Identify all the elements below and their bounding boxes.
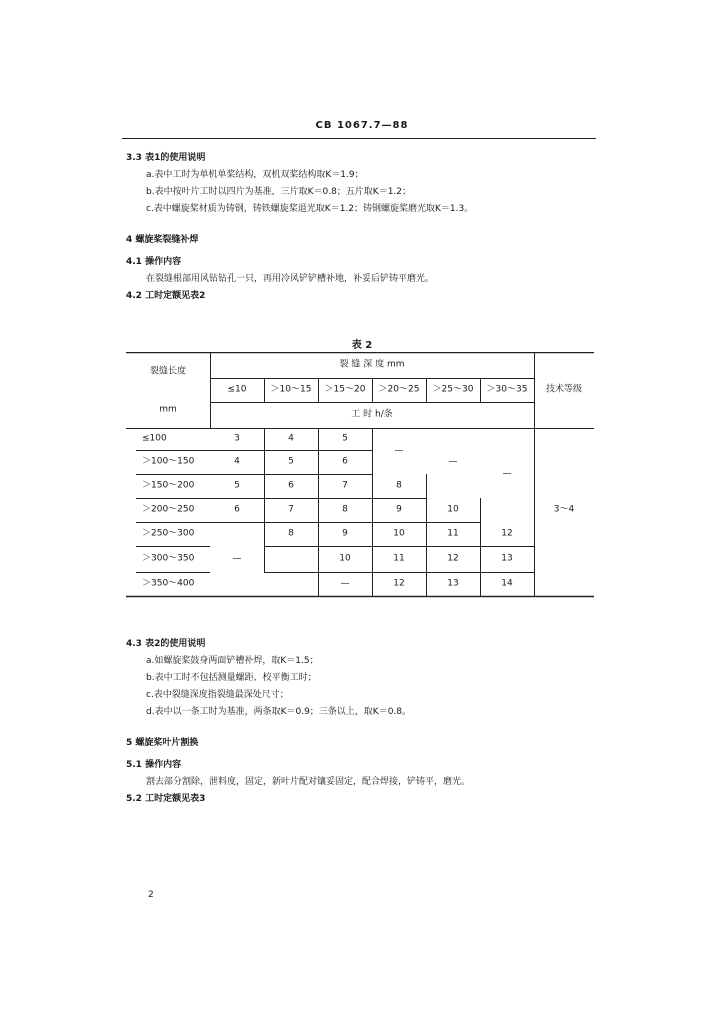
section-4-2-heading: 4.2 工时定额见表2 bbox=[126, 291, 206, 301]
section-3-3-item-b: b.表中按叶片工时以四片为基准，三片取K＝0.8；五片取K＝1.2； bbox=[146, 187, 412, 197]
table-cell: 10 bbox=[339, 553, 351, 564]
section-5-1-text: 割去部分割除，泄料度，固定，新叶片配对镶妥固定，配合焊接，铲铸平，磨光。 bbox=[146, 777, 471, 787]
tech-grade-label: 技术等级 bbox=[545, 384, 583, 395]
table-cell: 10 bbox=[393, 528, 405, 539]
table-2-caption: 表 2 bbox=[351, 340, 373, 351]
section-5-2-heading: 5.2 工时定额见表3 bbox=[126, 794, 206, 804]
table-2 bbox=[126, 352, 594, 598]
table-cell: 5 bbox=[234, 480, 240, 491]
depth-col-1: ≤10 bbox=[227, 384, 247, 395]
table-cell: 13 bbox=[501, 553, 513, 564]
table-cell: 6 bbox=[342, 456, 348, 467]
work-hours-label: 工 时 h/条 bbox=[351, 409, 393, 420]
row-label: ＞100～150 bbox=[142, 456, 195, 467]
table-cell: 5 bbox=[342, 433, 348, 444]
table-cell: 9 bbox=[396, 504, 402, 515]
table-cell: 4 bbox=[234, 456, 240, 467]
dash-cell: — bbox=[232, 553, 242, 564]
section-4-3-item-d: d.表中以一条工时为基准，两条取K＝0.9；三条以上，取K＝0.8。 bbox=[146, 707, 412, 717]
table-cell: 14 bbox=[501, 578, 513, 589]
dash-cell: — bbox=[502, 468, 512, 479]
crack-depth-label: 裂 缝 深 度 mm bbox=[339, 359, 405, 370]
section-5-heading: 5 螺旋桨叶片割换 bbox=[126, 738, 199, 748]
section-4-3-item-b: b.表中工时不包括测量螺距、校平衡工时； bbox=[146, 673, 317, 683]
table-cell: 5 bbox=[288, 456, 294, 467]
section-4-3-heading: 4.3 表2的使用说明 bbox=[126, 639, 206, 649]
depth-col-3: ＞15～20 bbox=[324, 384, 366, 395]
section-3-3-item-c: c.表中螺旋桨材质为铸钢，铸铁螺旋桨退光取K＝1.2；铸钢螺旋桨磨光取K＝1.3。 bbox=[146, 204, 474, 214]
table-cell: 11 bbox=[393, 553, 405, 564]
table-cell: 7 bbox=[342, 480, 348, 491]
section-4-3-item-a: a.如螺旋桨鼓身两面铲槽补焊，取K＝1.5； bbox=[146, 656, 319, 666]
table-cell: 12 bbox=[501, 528, 513, 539]
table-cell: 12 bbox=[447, 553, 459, 564]
row-label: ＞350～400 bbox=[142, 578, 195, 589]
section-4-3-item-c: c.表中裂缝深度指裂缝最深处尺寸； bbox=[146, 690, 289, 700]
table-cell: 12 bbox=[393, 578, 405, 589]
table-cell: 6 bbox=[234, 504, 240, 515]
row-label: ＞200～250 bbox=[142, 504, 195, 515]
page-number: 2 bbox=[148, 890, 154, 900]
row-label: ≤100 bbox=[142, 433, 167, 444]
table-cell: 7 bbox=[288, 504, 294, 515]
section-3-3-heading: 3.3 表1的使用说明 bbox=[126, 153, 206, 163]
depth-col-5: ＞25～30 bbox=[432, 384, 474, 395]
section-4-1-text: 在裂缝根部用风钻钻孔一只，再用冷风铲铲槽补地，补妥后铲铸平磨光。 bbox=[146, 274, 435, 284]
row-label: ＞250～300 bbox=[142, 528, 195, 539]
depth-col-4: ＞20～25 bbox=[378, 384, 420, 395]
row-label: ＞300～350 bbox=[142, 553, 195, 564]
table-cell: 8 bbox=[342, 504, 348, 515]
section-3-3-item-a: a.表中工时为单机单桨结构，双机双桨结构取K＝1.9； bbox=[146, 170, 364, 180]
crack-length-label: 裂缝长度 bbox=[149, 366, 187, 377]
section-4-heading: 4 螺旋桨裂缝补焊 bbox=[126, 235, 199, 245]
dash-cell: — bbox=[340, 578, 350, 589]
table-cell: 8 bbox=[396, 480, 402, 491]
row-label: ＞150～200 bbox=[142, 480, 195, 491]
table-cell: 10 bbox=[447, 504, 459, 515]
crack-length-unit: mm bbox=[159, 404, 177, 415]
depth-col-6: ＞30～35 bbox=[486, 384, 528, 395]
table-cell: 11 bbox=[447, 528, 459, 539]
header-rule bbox=[122, 138, 596, 139]
section-5-1-heading: 5.1 操作内容 bbox=[126, 760, 182, 770]
table-cell: 3 bbox=[234, 433, 240, 444]
table-cell: 6 bbox=[288, 480, 294, 491]
table-cell: 4 bbox=[288, 433, 294, 444]
section-4-1-heading: 4.1 操作内容 bbox=[126, 257, 182, 267]
table-cell: 8 bbox=[288, 528, 294, 539]
tech-grade-value: 3～4 bbox=[553, 504, 575, 515]
dash-cell: — bbox=[394, 445, 404, 456]
table-cell: 9 bbox=[342, 528, 348, 539]
depth-col-2: ＞10～15 bbox=[270, 384, 312, 395]
document-code-header: CB 1067.7—88 bbox=[315, 120, 409, 131]
table-cell: 13 bbox=[447, 578, 459, 589]
dash-cell: — bbox=[448, 456, 458, 467]
